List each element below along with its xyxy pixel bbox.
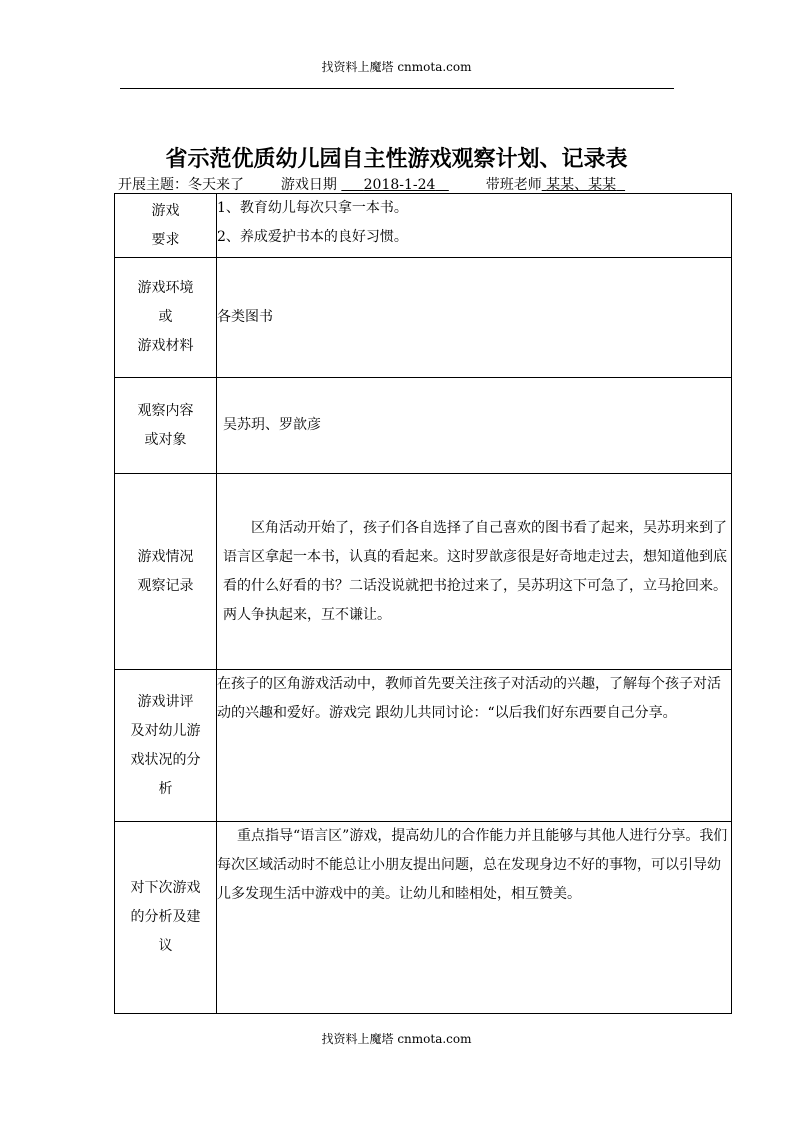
label-line: 戏状况的分 [130,751,201,768]
label-line: 游戏 [151,202,180,219]
label-line: 的分析及建 [130,909,201,925]
label-line: 游戏材料 [137,338,194,354]
content-analysis [217,670,732,822]
requirement-item-2: 2、养成爱护书本的良好习惯。 [217,229,408,245]
label-materials [115,258,217,378]
meta-line [118,174,625,194]
row-analysis [115,670,732,822]
label-line: 或 [158,309,173,325]
record-text: 区角活动开始了，孩子们各自选择了自己喜欢的图书看了起来，吴苏玥来到了语言区拿起一本书，认真的看起来。这时罗歆彦很是好奇地走过去，想知道他到底看的什么好看的书？二话没说就把书抢过来了，吴苏玥这下可急了，立马抢回来。两人争执起来，互不谦让。 [223,519,727,623]
date-label: 游戏日期 [280,177,337,193]
row-materials [115,258,732,378]
content-subjects [217,378,732,474]
label-line: 观察记录 [137,577,194,594]
content-suggestions [217,822,732,1014]
theme-value: 冬天来了 [188,177,244,193]
row-record [115,474,732,670]
header-divider [120,88,674,89]
label-suggestions [115,822,217,1014]
row-suggestions [115,822,732,1014]
label-line: 议 [158,938,173,954]
content-requirements [217,194,732,258]
label-line: 观察内容 [137,402,194,419]
teacher-value-wrapper [542,177,625,193]
row-subjects [115,378,732,474]
subjects-text: 吴苏玥、罗歆彦 [223,417,321,433]
theme-label: 开展主题： [118,177,188,193]
page-header: 找资料上魔塔 cnmota.com [321,60,472,74]
teacher-value: 某某、某某 [546,177,617,193]
label-line: 及对幼儿游 [130,722,201,739]
page-footer: 找资料上魔塔 cnmota.com [321,1032,472,1046]
analysis-text: 在孩子的区角游戏活动中，教师首先要关注孩子对活动的兴趣，了解每个孩子对活动的兴趣和爱好。游戏完 跟幼儿共同讨论：“以后我们好东西要自己分享。 [217,676,721,721]
content-materials [217,258,732,378]
teacher-label: 带班老师 [485,177,542,193]
observation-table [114,193,732,1014]
label-record [115,474,217,670]
label-line: 析 [158,780,173,797]
page-title: 省示范优质幼儿园自主性游戏观察计划、记录表 [165,146,628,172]
row-requirements [115,194,732,258]
suggestions-text: 重点指导“语言区”游戏，提高幼儿的合作能力并且能够与其他人进行分享。我们每次区域活动时不能总让小朋友提出问题，总在发现身边不好的事物，可以引导幼儿多发现生活中游戏中的美。让幼儿和睦相处，相互赞美。 [217,828,728,902]
content-record [217,474,732,670]
label-requirements [115,194,217,258]
label-analysis [115,670,217,822]
label-line: 对下次游戏 [130,880,201,896]
label-subjects [115,378,217,474]
label-line: 或对象 [144,431,187,448]
label-line: 游戏环境 [137,280,194,296]
label-line: 游戏情况 [137,548,194,565]
materials-text: 各类图书 [217,309,273,325]
label-line: 游戏讲评 [137,693,194,710]
date-value: 2018-1-24 [363,177,436,193]
label-line: 要求 [151,231,180,248]
date-value-wrapper [341,177,448,193]
requirement-item-1: 1、教育幼儿每次只拿一本书。 [217,200,408,216]
